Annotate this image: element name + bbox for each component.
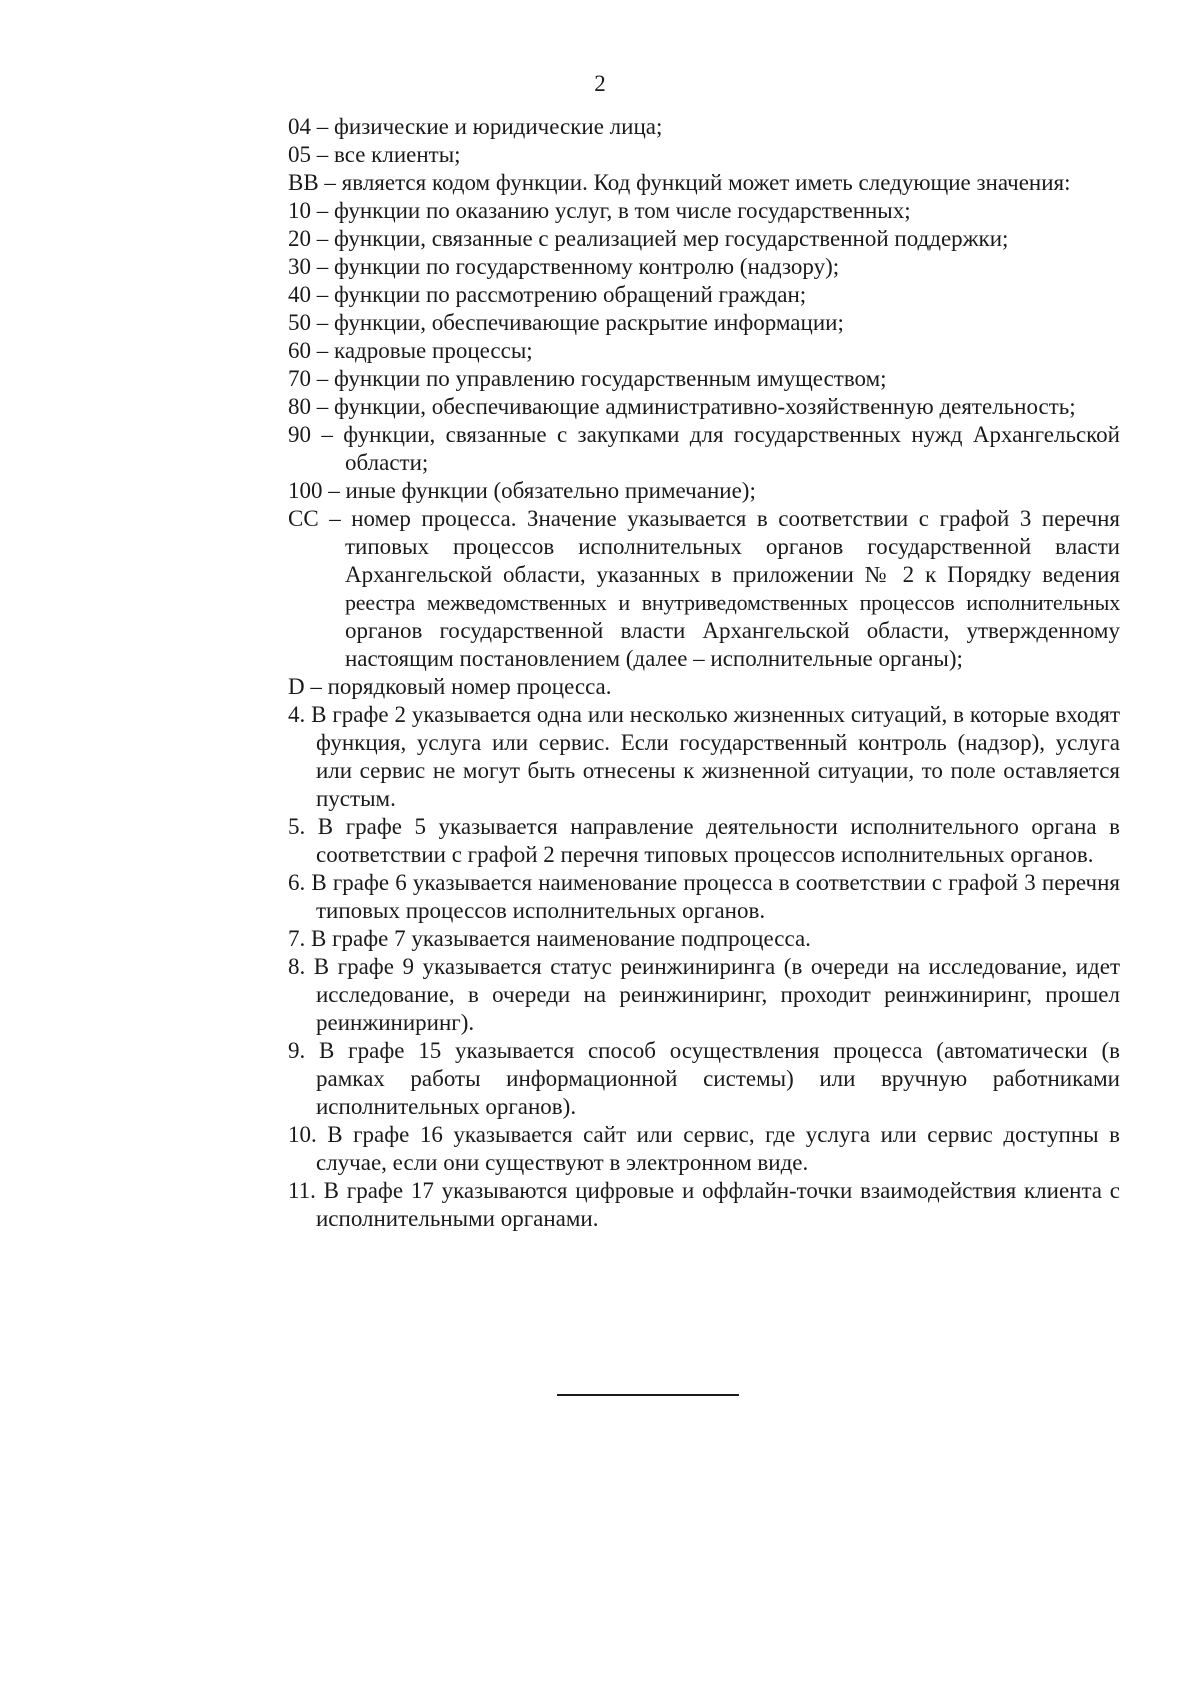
numbered-item: 7. В графе 7 указывается наименование подпроцесса. <box>288 926 811 951</box>
code-line: 80 – функции, обеспечивающие административно-хозяйственную деятельность; <box>288 394 1076 419</box>
code-90-item: 90 – функции, связанные с закупками для государственных нужд Архангельской области; <box>288 422 1120 475</box>
code-line: 20 – функции, связанные с реализацией мер государственной поддержки; <box>288 226 1009 251</box>
code-line: ВВ – является кодом функции. Код функций может иметь следующие значения: <box>288 170 1071 195</box>
code-line: 70 – функции по управлению государственным имуществом; <box>288 366 887 391</box>
document-body <box>288 113 1120 1233</box>
code-d-item: D – порядковый номер процесса. <box>288 674 612 699</box>
numbered-item: 11. В графе 17 указываются цифровые и оффлайн-точки взаимодействия клиента с исполнительными органами. <box>288 1178 1120 1231</box>
code-line: 10 – функции по оказанию услуг, в том числе государственных; <box>288 198 911 223</box>
numbered-item: 5. В графе 5 указывается направление деятельности исполнительного органа в соответствии с графой 2 перечня типовых процессов исполнительных органов. <box>288 814 1120 867</box>
code-line: 50 – функции, обеспечивающие раскрытие информации; <box>288 310 844 335</box>
code-line: 60 – кадровые процессы; <box>288 338 533 363</box>
numbered-item: 4. В графе 2 указывается одна или несколько жизненных ситуаций, в которые входят функция, услуга или сервис. Если государственный контроль (надзор), услуга или сервис не могут быть отнесены к жизненной ситуации, то поле оставляется пустым. <box>288 702 1120 811</box>
code-cc-text-end: органов государственной власти Архангельской области, утвержденному настоящим постановлением (далее – исполнительные органы); <box>345 618 1120 671</box>
code-line: 05 – все клиенты; <box>288 142 461 167</box>
code-line: 40 – функции по рассмотрению обращений граждан; <box>288 282 807 307</box>
code-cc-text-condensed: реестра межведомственных и внутриведомственных процессов исполнительных <box>345 590 1120 615</box>
code-cc-item <box>288 505 1120 673</box>
numbered-item: 10. В графе 16 указывается сайт или сервис, где услуга или сервис доступны в случае, если они существуют в электронном виде. <box>288 1122 1120 1175</box>
numbered-item: 6. В графе 6 указывается наименование процесса в соответствии с графой 3 перечня типовых процессов исполнительных органов. <box>288 870 1120 923</box>
code-line: 04 – физические и юридические лица; <box>288 114 663 139</box>
closing-divider-line <box>557 1394 739 1396</box>
numbered-item: 8. В графе 9 указывается статус реинжиниринга (в очереди на исследование, идет исследование, в очереди на реинжиниринг, проходит реинжиниринг, прошел реинжиниринг). <box>288 954 1120 1035</box>
code-cc-text: СС – номер процесса. Значение указывается в соответствии с графой 3 перечня типовых процессов исполнительных органов государственной власти Архангельской области, указанных в приложении № 2 к Порядку ведения <box>288 506 1120 587</box>
code-100-item: 100 – иные функции (обязательно примечание); <box>288 478 756 503</box>
numbered-item: 9. В графе 15 указывается способ осуществления процесса (автоматически (в рамках работы информационной системы) или вручную работниками исполнительных органов). <box>288 1038 1120 1119</box>
code-line: 30 – функции по государственному контролю (надзору); <box>288 254 840 279</box>
page-number: 2 <box>594 71 606 96</box>
